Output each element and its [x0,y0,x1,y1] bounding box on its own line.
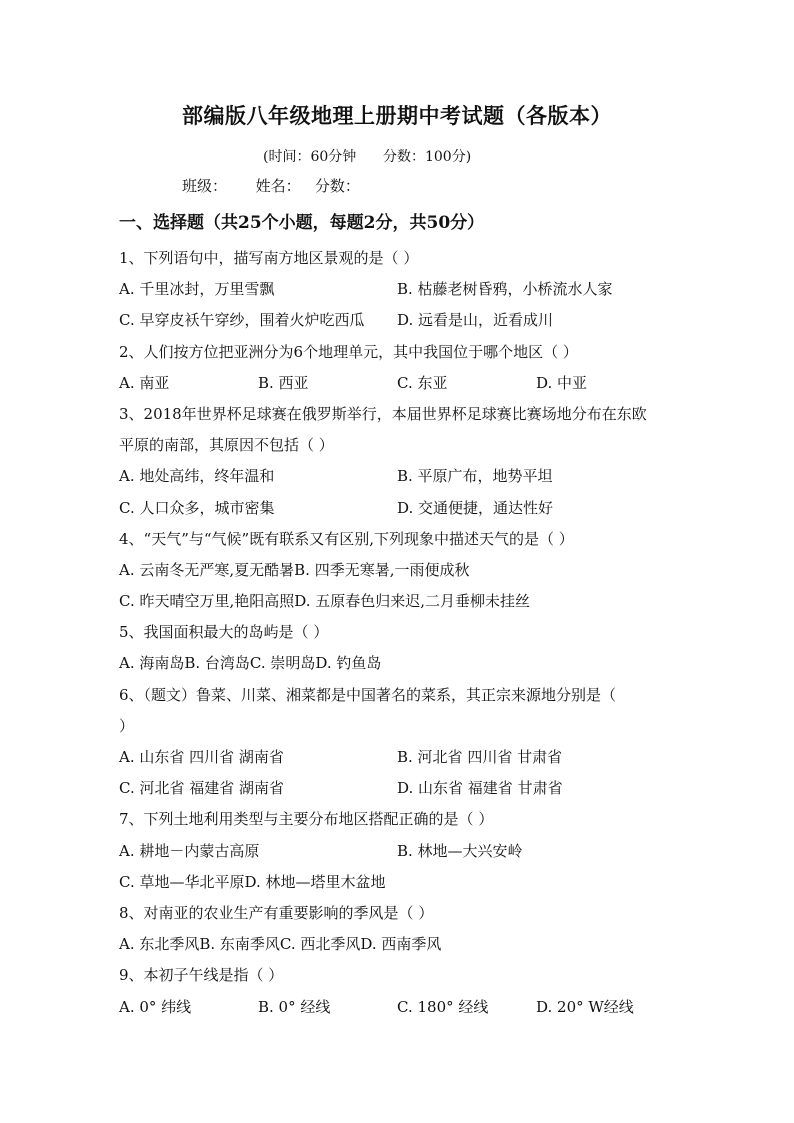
answer-option: C. 180° 经线 [397,997,489,1016]
answer-option: D. 远看是山，近看成川 [397,311,554,330]
answer-option: A. 0° 纬线 [119,997,192,1016]
question-stem: 平原的南部，其原因不包括（ ） [119,436,334,455]
answer-option: C. 草地—华北平原D. 林地—塔里木盆地 [119,872,386,891]
option-row [119,837,679,868]
option-row [119,649,679,680]
option-row [119,494,679,525]
answer-option: A. 地处高纬，终年温和 [119,467,275,486]
answer-option: A. 东北季风B. 东南季风C. 西北季风D. 西南季风 [119,935,442,954]
option-row [119,930,679,961]
question-list [119,244,679,1024]
answer-option: A. 千里冰封，万里雪飘 [119,280,275,299]
question-stem: 9、本初子午线是指（ ） [119,966,284,985]
option-row [119,868,679,899]
answer-option: D. 20° W经线 [536,997,634,1016]
answer-option: A. 耕地－内蒙古高原 [119,841,260,860]
option-row [119,743,679,774]
answer-option: C. 昨天晴空万里,艳阳高照D. 五原春色归来迟,二月垂柳未挂丝 [119,592,531,611]
question-stem: 2、人们按方位把亚洲分为6个地理单元，其中我国位于哪个地区（ ） [119,342,578,361]
question-stem: 8、对南亚的农业生产有重要影响的季风是（ ） [119,903,434,922]
answer-option: A. 南亚 [119,373,170,392]
question-stem: 4、“天气”与“气候”既有联系又有区别,下列现象中描述天气的是（ ） [119,529,574,548]
section-title: 一、选择题（共25个小题，每题2分，共50分） [119,213,485,233]
answer-option: C. 人口众多，城市密集 [119,498,275,517]
student-info-fields: 班级： 姓名： 分数： [182,177,360,195]
answer-option: B. 林地—大兴安岭 [397,841,523,860]
answer-option: C. 河北省 福建省 湖南省 [119,779,285,798]
question-stem: ） [119,716,135,735]
option-row [119,774,679,805]
answer-option: D. 山东省 福建省 甘肃省 [397,779,563,798]
answer-option: D. 交通便捷，通达性好 [397,498,554,517]
question-stem: 6、（题文）鲁菜、川菜、湘菜都是中国著名的菜系，其正宗来源地分别是（ [119,685,617,704]
question-stem: 7、下列土地利用类型与主要分布地区搭配正确的是（ ） [119,810,494,829]
option-row [119,556,679,587]
answer-option: C. 早穿皮袄午穿纱，围着火炉吃西瓜 [119,311,365,330]
answer-option: B. 平原广布，地势平坦 [397,467,553,486]
answer-option: B. 西亚 [258,373,309,392]
option-row [119,993,679,1024]
answer-option: A. 海南岛B. 台湾岛C. 崇明岛D. 钓鱼岛 [119,654,382,673]
answer-option: B. 河北省 四川省 甘肃省 [397,748,563,766]
option-row [119,369,679,400]
answer-option: D. 中亚 [536,373,588,392]
option-row [119,462,679,493]
exam-title: 部编版八年级地理上册期中考试题（各版本） [182,103,612,128]
answer-option: A. 云南冬无严寒,夏无酷暑B. 四季无寒暑,一雨便成秋 [119,560,470,579]
option-row [119,275,679,306]
answer-option: A. 山东省 四川省 湖南省 [119,748,284,766]
option-row [119,306,679,337]
exam-time-score: (时间：60分钟 分数：100分) [263,149,472,165]
question-stem: 3、2018年世界杯足球赛在俄罗斯举行，本届世界杯足球赛比赛场地分布在东欧 [119,404,647,423]
answer-option: B. 枯藤老树昏鸦，小桥流水人家 [397,280,613,299]
answer-option: B. 0° 经线 [258,997,331,1016]
option-row [119,587,679,618]
answer-option: C. 东亚 [397,373,448,392]
question-stem: 1、下列语句中，描写南方地区景观的是（ ） [119,249,419,267]
question-stem: 5、我国面积最大的岛屿是（ ） [119,623,329,642]
